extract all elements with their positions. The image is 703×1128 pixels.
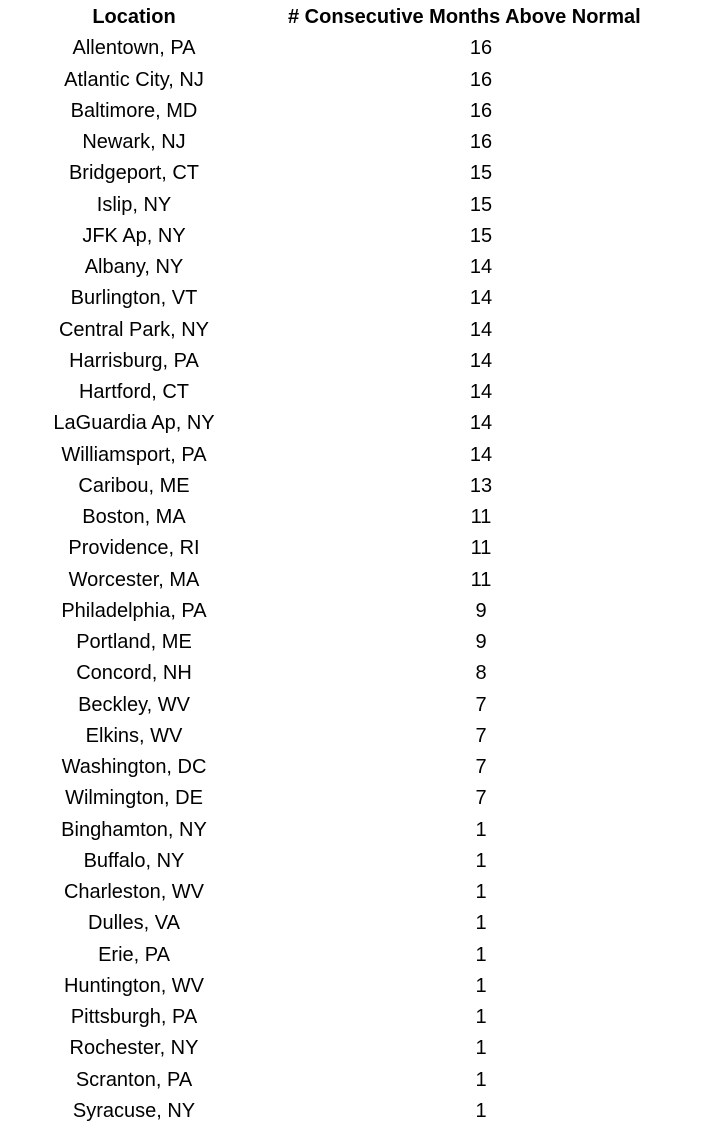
table-row — [0, 908, 703, 939]
months-value: 11 — [470, 537, 492, 560]
months-value: 16 — [469, 68, 493, 91]
table-header — [0, 2, 703, 33]
table-row — [0, 565, 703, 596]
months-cell — [268, 346, 703, 377]
months-value: 15 — [469, 224, 493, 247]
months-cell — [268, 877, 703, 908]
months-cell — [268, 533, 703, 564]
months-value: 11 — [470, 568, 492, 591]
months-value: 14 — [469, 381, 493, 403]
location-cell: Charleston, WV — [63, 881, 205, 903]
location-cell: Huntington, WV — [63, 974, 205, 997]
location-cell: JFK Ap, NY — [82, 224, 186, 247]
months-value: 1 — [475, 849, 487, 872]
months-value: 9 — [475, 599, 487, 622]
location-cell: Philadelphia, PA — [61, 599, 207, 622]
location-cell: Burlington, VT — [70, 287, 198, 310]
months-value: 1 — [475, 974, 487, 997]
months-value: 14 — [469, 256, 493, 278]
months-cell — [268, 377, 703, 408]
location-cell: Worcester, MA — [68, 568, 200, 591]
table-row — [0, 690, 703, 721]
months-cell — [268, 252, 703, 283]
months-cell — [268, 190, 703, 221]
location-cell: Boston, MA — [82, 506, 186, 528]
header-row — [0, 2, 703, 33]
months-cell — [268, 127, 703, 158]
table-row — [0, 190, 703, 221]
months-value: 7 — [475, 756, 487, 778]
table-row — [0, 783, 703, 814]
months-cell — [268, 283, 703, 314]
table-row — [0, 596, 703, 627]
location-cell: Atlantic City, NJ — [64, 68, 204, 91]
location-cell: Portland, ME — [76, 631, 192, 653]
table-row — [0, 1065, 703, 1096]
months-cell — [268, 33, 703, 64]
months-cell — [268, 783, 703, 814]
table-row — [0, 1033, 703, 1064]
months-cell — [268, 65, 703, 96]
table-row — [0, 877, 703, 908]
table-row — [0, 1002, 703, 1033]
months-value: 8 — [475, 662, 487, 685]
location-cell: Washington, DC — [61, 756, 207, 778]
location-cell: Bridgeport, CT — [68, 162, 200, 185]
months-cell — [268, 908, 703, 939]
table-row — [0, 533, 703, 564]
table-row — [0, 502, 703, 533]
months-value: 15 — [469, 193, 493, 216]
location-cell: Hartford, CT — [78, 381, 190, 403]
months-value: 1 — [475, 1099, 487, 1122]
table-row — [0, 283, 703, 314]
table-row — [0, 440, 703, 471]
months-cell — [268, 1033, 703, 1064]
location-cell: Dulles, VA — [88, 912, 180, 935]
months-cell — [268, 221, 703, 252]
location-cell: Newark, NJ — [82, 131, 186, 153]
location-cell: Concord, NH — [76, 662, 192, 685]
months-value: 14 — [469, 412, 493, 435]
location-cell: Albany, NY — [84, 256, 184, 278]
months-cell — [268, 627, 703, 658]
months-cell — [268, 440, 703, 471]
table-row — [0, 846, 703, 877]
months-value: 1 — [475, 881, 487, 903]
table-row — [0, 346, 703, 377]
months-value: 15 — [469, 162, 493, 185]
table-row — [0, 815, 703, 846]
months-value: 16 — [469, 131, 493, 153]
months-value: 1 — [475, 818, 487, 841]
months-cell — [268, 940, 703, 971]
months-value: 7 — [475, 787, 487, 810]
location-cell: Central Park, NY — [58, 318, 210, 341]
header-location: Location — [92, 6, 176, 28]
months-cell — [268, 471, 703, 502]
table-row — [0, 252, 703, 283]
months-value: 1 — [475, 1068, 487, 1091]
months-cell — [268, 846, 703, 877]
table-body — [0, 33, 703, 1127]
location-cell: Beckley, WV — [78, 693, 190, 716]
months-cell — [268, 1002, 703, 1033]
table-row — [0, 221, 703, 252]
months-cell — [268, 815, 703, 846]
months-value: 1 — [475, 912, 487, 935]
table-row — [0, 721, 703, 752]
location-cell: Caribou, ME — [78, 474, 190, 497]
months-value: 7 — [475, 724, 487, 747]
months-value: 9 — [475, 631, 487, 653]
months-cell — [268, 315, 703, 346]
months-value: 13 — [469, 474, 493, 497]
location-cell: LaGuardia Ap, NY — [53, 412, 215, 435]
months-value: 1 — [475, 1006, 487, 1028]
location-cell: Buffalo, NY — [83, 849, 185, 872]
months-cell — [268, 96, 703, 127]
location-cell: Providence, RI — [68, 537, 200, 560]
months-value: 14 — [469, 287, 493, 310]
table-row — [0, 158, 703, 189]
table-row — [0, 33, 703, 64]
table-row — [0, 658, 703, 689]
months-cell — [268, 565, 703, 596]
location-cell: Binghamton, NY — [61, 818, 207, 841]
location-cell: Wilmington, DE — [65, 787, 203, 810]
location-cell: Harrisburg, PA — [69, 349, 199, 372]
months-value: 1 — [475, 943, 487, 966]
months-value: 7 — [475, 693, 487, 716]
months-cell — [268, 1096, 703, 1127]
table-row — [0, 96, 703, 127]
months-cell — [268, 502, 703, 533]
location-cell: Scranton, PA — [75, 1068, 193, 1091]
header-consecutive-months: # Consecutive Months Above Normal — [288, 6, 641, 28]
months-value: 11 — [470, 506, 492, 528]
months-cell — [268, 1065, 703, 1096]
table-row — [0, 408, 703, 439]
data-table — [0, 2, 703, 1127]
table-row — [0, 752, 703, 783]
months-cell — [268, 971, 703, 1002]
months-value: 14 — [469, 349, 493, 372]
months-value: 14 — [469, 443, 493, 466]
location-cell: Rochester, NY — [69, 1037, 199, 1060]
table-row — [0, 627, 703, 658]
months-value: 1 — [475, 1037, 487, 1060]
table-row — [0, 471, 703, 502]
location-cell: Pittsburgh, PA — [70, 1006, 198, 1028]
table-row — [0, 940, 703, 971]
months-value: 16 — [469, 99, 493, 122]
months-cell — [268, 752, 703, 783]
table-row — [0, 377, 703, 408]
months-cell — [268, 408, 703, 439]
months-cell — [268, 658, 703, 689]
location-cell: Allentown, PA — [72, 37, 196, 60]
location-cell: Erie, PA — [98, 943, 170, 966]
location-cell: Syracuse, NY — [72, 1099, 196, 1122]
months-value: 14 — [469, 318, 493, 341]
location-cell: Elkins, WV — [85, 724, 183, 747]
location-cell: Williamsport, PA — [61, 443, 207, 466]
months-cell — [268, 596, 703, 627]
table-row — [0, 1096, 703, 1127]
table-row — [0, 127, 703, 158]
table-row — [0, 971, 703, 1002]
location-cell: Islip, NY — [96, 193, 172, 216]
months-cell — [268, 158, 703, 189]
location-cell: Baltimore, MD — [70, 99, 198, 122]
months-cell — [268, 721, 703, 752]
table-row — [0, 315, 703, 346]
months-value: 16 — [469, 37, 493, 60]
months-cell — [268, 690, 703, 721]
table-row — [0, 65, 703, 96]
